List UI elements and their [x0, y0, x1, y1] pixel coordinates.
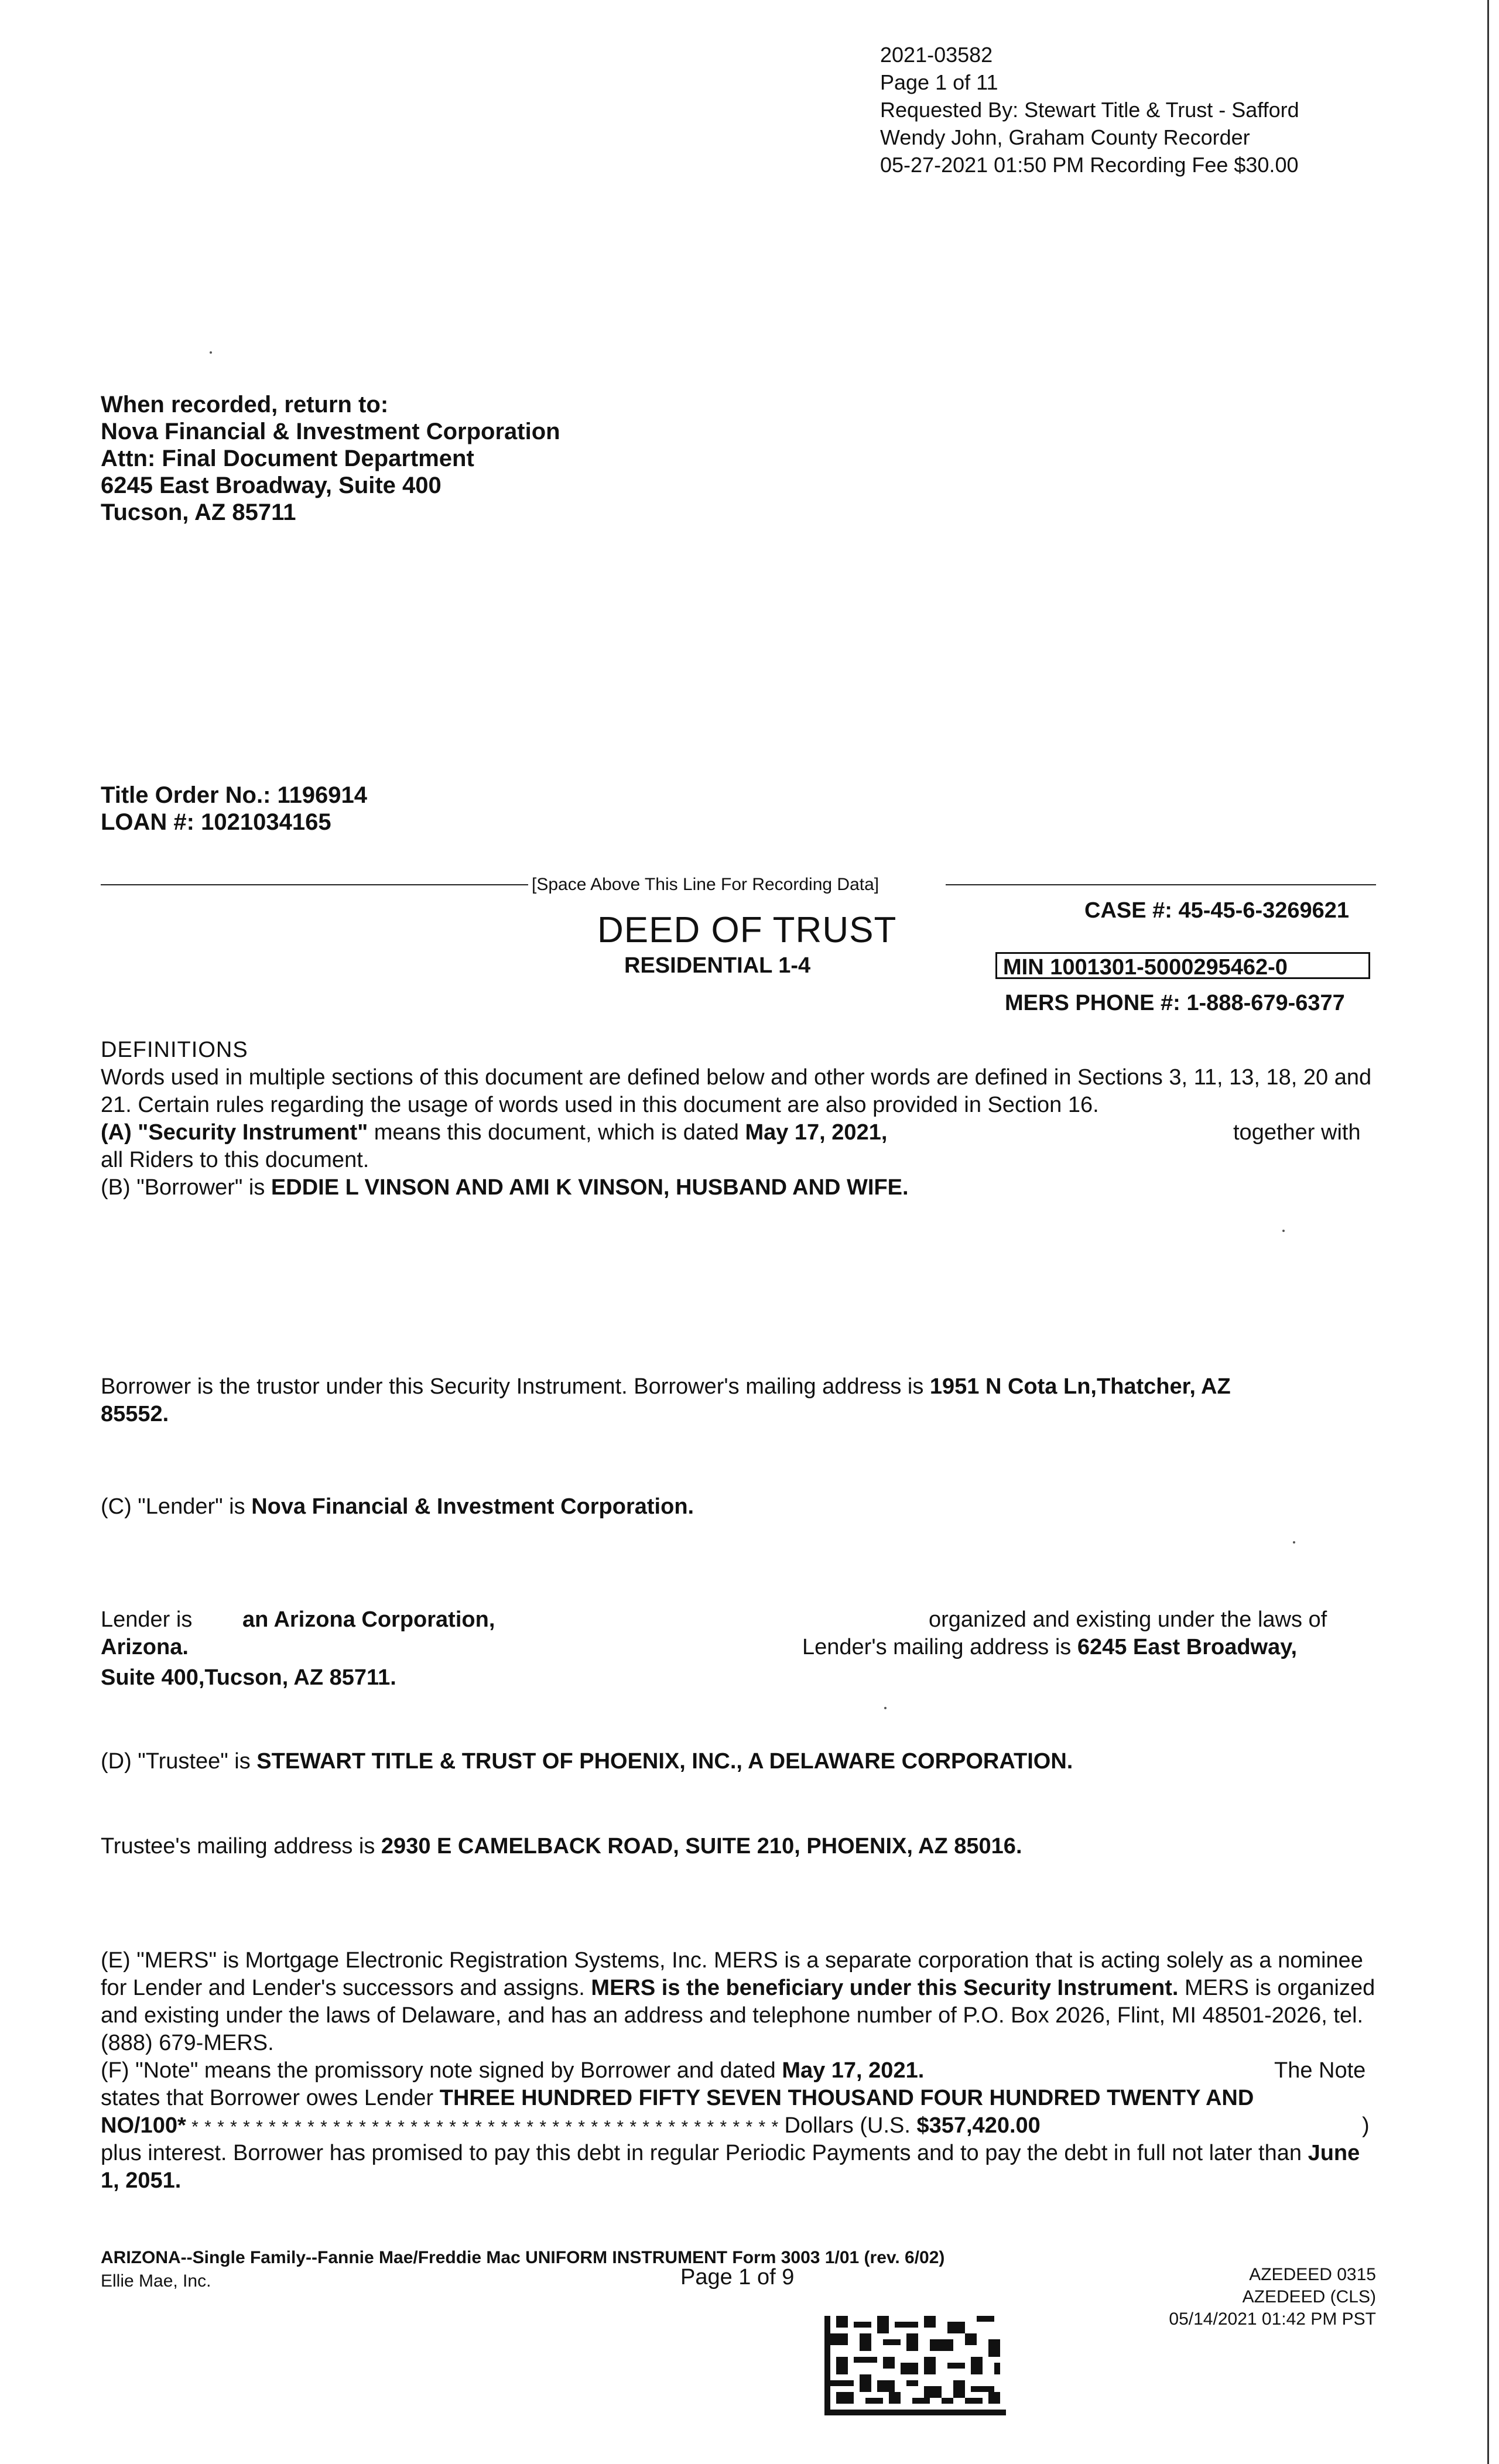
note-maturity: June 1, 2051.: [101, 2141, 1360, 2193]
doc-number: 2021-03582: [880, 43, 993, 67]
space-rule-left: [101, 884, 528, 885]
definition-f-text: means the promissory note signed by Borrower and dated: [198, 2058, 782, 2083]
return-heading: When recorded, return to:: [101, 392, 389, 417]
borrower-address-text: Borrower is the trustor under this Security Instrument. Borrower's mailing address is: [101, 1374, 930, 1399]
return-company: Nova Financial & Investment Corporation: [101, 419, 560, 444]
recorded-at: 05-27-2021 01:50 PM Recording Fee $30.00: [880, 153, 1299, 177]
definition-f-tail: The Note: [1274, 2058, 1366, 2083]
definition-c-value: Nova Financial & Investment Corporation.: [251, 1494, 694, 1519]
lender-organized: organized and existing under the laws of: [929, 1607, 1327, 1632]
note-amount-words-2: NO/100*: [101, 2113, 186, 2138]
space-line-label: [Space Above This Line For Recording Data]: [532, 875, 879, 894]
definition-c-label: (C) "Lender": [101, 1494, 223, 1519]
definitions-intro: Words used in multiple sections of this document are defined below and other words are defined in Sections 3, 11, 13, 18, 20 and 21. Certain rules regarding the usage of words used in this document are also provided in Section 16.: [101, 1065, 1372, 1117]
note-dollars-text: Dollars (U.S.: [784, 2113, 917, 2138]
definition-b: [101, 1174, 1377, 1202]
recorder: Wendy John, Graham County Recorder: [880, 125, 1250, 149]
loan-number: LOAN #: 1021034165: [101, 809, 331, 835]
note-amount: $357,420.00: [916, 2113, 1041, 2138]
document-title: DEED OF TRUST: [597, 910, 897, 950]
lender-address-text: Lender's mailing address is: [802, 1635, 1077, 1659]
page-count: Page 1 of 11: [880, 70, 998, 94]
definition-f-date: May 17, 2021.: [782, 2058, 925, 2083]
definition-f-label: (F) "Note": [101, 2058, 199, 2083]
min-box: MIN 1001301-5000295462-0: [995, 952, 1370, 979]
note-owes-line: [101, 2085, 1377, 2112]
page-edge-right: [1487, 0, 1489, 2464]
footer-code-2: AZEDEED (CLS): [1242, 2287, 1376, 2306]
lender-type: an Arizona Corporation,: [242, 1607, 495, 1632]
definition-d-value: STEWART TITLE & TRUST OF PHOENIX, INC., A DELAWARE CORPORATION.: [256, 1749, 1073, 1774]
definition-a-label: (A) "Security Instrument": [101, 1120, 368, 1145]
note-amount-words: THREE HUNDRED FIFTY SEVEN THOUSAND FOUR HUNDRED TWENTY AND: [439, 2086, 1254, 2110]
mers-phone: MERS PHONE #: 1-888-679-6377: [1005, 991, 1345, 1015]
definition-e-text1: is Mortgage Electronic Registration Systems, Inc. MERS is a separate corporation that is acting solely as a nominee for Lender and Lender's successors and assigns.: [101, 1948, 1363, 2000]
note-owes-text: states that Borrower owes Lender: [101, 2086, 440, 2110]
space-rule-right: [946, 884, 1376, 885]
speck: [210, 351, 212, 354]
trustee-address-text: Trustee's mailing address is: [101, 1834, 381, 1859]
trustee-address-value: 2930 E CAMELBACK ROAD, SUITE 210, PHOENIX, AZ 85016.: [381, 1834, 1022, 1859]
definition-c-is: is: [223, 1494, 252, 1519]
footer-vendor: Ellie Mae, Inc.: [101, 2271, 211, 2291]
footer-code: AZEDEED 0315: [1249, 2265, 1376, 2284]
document-subtitle: RESIDENTIAL 1-4: [624, 953, 811, 978]
speck: [1293, 1541, 1295, 1544]
note-close-paren: ): [1362, 2113, 1370, 2138]
definition-f: [101, 2057, 1377, 2085]
borrower-address-value: 1951 N Cota Ln,Thatcher, AZ: [929, 1374, 1231, 1399]
return-to-block: [101, 391, 560, 526]
lender-address-line2: Suite 400,Tucson, AZ 85711.: [101, 1665, 396, 1690]
note-interest-text: plus interest. Borrower has promised to pay this debt in regular Periodic Payments and to pay the debt in full not later than: [101, 2141, 1308, 2165]
lender-mailing: [802, 1634, 1297, 1661]
trustee-address: [101, 1833, 1377, 1860]
footer-form: ARIZONA--Single Family--Fannie Mae/Freddie Mac UNIFORM INSTRUMENT Form 3003 1/01 (rev. 6/02): [101, 2248, 945, 2267]
note-stars: * * * * * * * * * * * * * * * * * * * * * * * * * * * * * * * * * * * * * * * * * * * * * *: [186, 2117, 785, 2137]
speck: [1282, 1230, 1285, 1232]
definition-d: [101, 1748, 1377, 1775]
definition-d-label: (D) "Trustee": [101, 1749, 228, 1774]
recording-header: [880, 41, 1299, 179]
return-attn: Attn: Final Document Department: [101, 446, 474, 471]
definition-b-value: EDDIE L VINSON AND AMI K VINSON, HUSBAND AND WIFE.: [271, 1175, 909, 1200]
definition-c: [101, 1493, 1377, 1521]
borrower-zip: 85552.: [101, 1402, 169, 1426]
requested-by: Requested By: Stewart Title & Trust - Safford: [880, 98, 1299, 122]
definition-d-is: is: [228, 1749, 257, 1774]
footer-printed: 05/14/2021 01:42 PM PST: [1169, 2309, 1376, 2329]
definition-a: [101, 1119, 1377, 1147]
definition-e-label: (E) "MERS": [101, 1948, 217, 1973]
lender-state: Arizona.: [101, 1635, 189, 1659]
definition-a-tail: together with: [1233, 1120, 1361, 1145]
definition-e-text2: MERS is organized and existing under the laws of Delaware, and has an address and telephone number of P.O. Box 2026, Flint, MI 48501-2026, tel. (888) 679-MERS.: [101, 1976, 1375, 2055]
title-order: Title Order No.: 1196914: [101, 782, 368, 808]
definition-a-text: means this document, which is dated: [368, 1120, 745, 1145]
footer-right: [1169, 2264, 1376, 2330]
barcode-image: [824, 2316, 1006, 2415]
speck: [884, 1707, 887, 1709]
definition-a-date: May 17, 2021,: [745, 1120, 888, 1145]
definition-b-is: is: [242, 1175, 271, 1200]
return-street: 6245 East Broadway, Suite 400: [101, 473, 442, 498]
note-stars-line: [101, 2112, 1377, 2141]
case-number: CASE #: 45-45-6-3269621: [1084, 898, 1350, 923]
borrower-address: [101, 1373, 1377, 1428]
definition-a-end: all Riders to this document.: [101, 1148, 369, 1172]
return-city: Tucson, AZ 85711: [101, 499, 296, 525]
order-block: [101, 782, 367, 836]
note-interest: [101, 2140, 1377, 2195]
definition-e: [101, 1947, 1377, 2057]
lender-address-value: 6245 East Broadway,: [1077, 1635, 1298, 1659]
definition-e-bold: MERS is the beneficiary under this Security Instrument.: [591, 1976, 1179, 2000]
lender-is: Lender is: [101, 1607, 193, 1632]
footer-page: Page 1 of 9: [680, 2265, 795, 2290]
definition-b-label: (B) "Borrower": [101, 1175, 243, 1200]
definitions-heading: DEFINITIONS: [101, 1038, 248, 1062]
footer-left: [101, 2246, 944, 2293]
